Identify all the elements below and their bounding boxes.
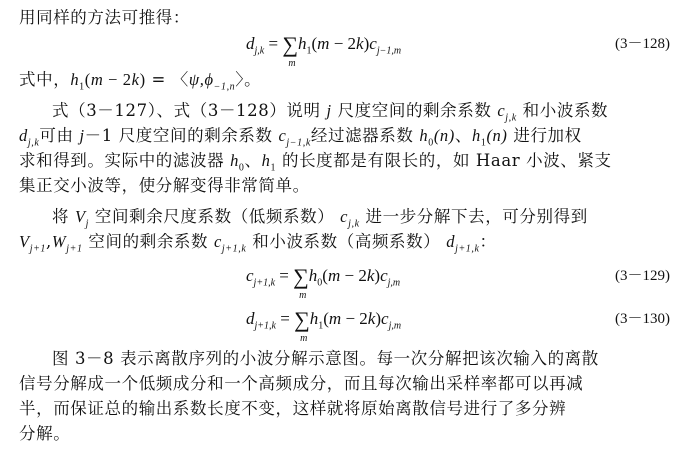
para3-line4: 分解。 [19,424,71,443]
para3-line2: 信号分解成一个低频成分和一个高频成分，而且每次输出采样率都可以再减 [19,374,584,393]
para3-line1: 图 3－8 表示离散序列的小波分解示意图。每一次分解把该次输入的离散 [52,349,599,368]
equation-3-129 [246,264,670,304]
para2-line2: $V_{j+1},W_{j+1}$ 空间的剩余系数 $c_{j+1,k}$ 和小波系数（高频系数） $d_{j+1,k}$： [19,232,497,255]
para1-line3: 求和得到。实际中的滤波器 $h_0$、$h_1$ 的长度都是有限长的，如 Haar 小波、紧支 [19,151,612,174]
para3-line3: 半，而保证总的输出系数长度不变，这样就将原始离散信号进行了多分辨 [19,399,567,418]
equation-body: $d_{j+1,k}$ = ∑ m $h_1(m - 2k)c_{j,m}$ [246,307,402,344]
where-line: 式中，$h_1(m - 2k)$ = 〈$\psi,\phi_{-1,n}$〉。 [19,70,262,93]
equation-3-130 [246,307,670,347]
equation-number: (3－129) [615,268,670,284]
where-prefix: 式中， [19,70,71,89]
equation-number: (3－128) [615,36,670,52]
equation-number: (3－130) [615,311,670,327]
para1-line1: 式（3－127）、式（3－128）说明 j 尺度空间的剩余系数 $c_{j,k}$ 和小波系数 [52,101,609,124]
equation-body: $d_{j,k}$ = ∑ m $h_1(m - 2k)c_{j-1,m}$ [246,32,402,69]
para1-line4: 集正交小波等，使分解变得非常简单。 [19,176,310,195]
intro-line: 用同样的方法可推得： [19,8,190,27]
equation-3-128 [246,32,670,72]
para2-line1: 将 $V_j$ 空间剩余尺度系数（低频系数） $c_{j,k}$ 进一步分解下去，可分别得到 [52,207,588,230]
para1-line2: $d_{j,k}$可由 j－1 尺度空间的剩余系数 $c_{j-1,k}$经过滤器系数 $h_0(n)$、$h_1(n)$ 进行加权 [19,126,582,149]
equation-body: $c_{j+1,k}$ = ∑ m $h_0(m - 2k)c_{j,m}$ [246,264,401,301]
